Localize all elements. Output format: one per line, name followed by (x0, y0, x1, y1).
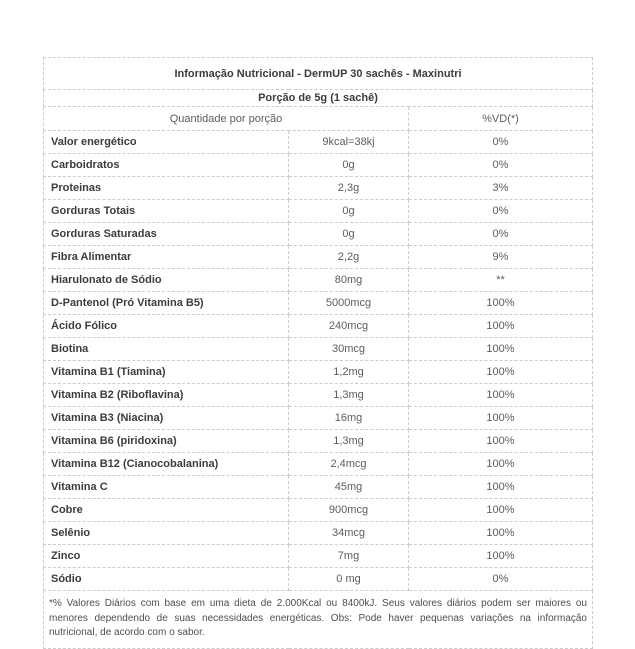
nutrient-dv: 100% (409, 384, 593, 407)
portion-row (44, 90, 593, 107)
nutrient-name: Fibra Alimentar (44, 246, 289, 269)
nutrient-name: Selênio (44, 522, 289, 545)
portion-size-label: Porção de 5g (1 sachê) (44, 90, 593, 107)
nutrient-quantity: 2,4mcg (289, 453, 409, 476)
nutrient-dv: 3% (409, 177, 593, 200)
nutrition-table (43, 57, 593, 649)
nutrient-quantity: 0g (289, 200, 409, 223)
nutrient-quantity: 16mg (289, 407, 409, 430)
table-row (44, 476, 593, 499)
nutrient-quantity: 0 mg (289, 568, 409, 591)
table-row (44, 522, 593, 545)
column-header-row (44, 107, 593, 131)
table-row (44, 568, 593, 591)
nutrient-quantity: 900mcg (289, 499, 409, 522)
nutrient-name: Gorduras Saturadas (44, 223, 289, 246)
nutrient-dv: 100% (409, 338, 593, 361)
nutrient-dv: 0% (409, 568, 593, 591)
nutrient-quantity: 1,3mg (289, 430, 409, 453)
nutrient-name: D-Pantenol (Pró Vitamina B5) (44, 292, 289, 315)
nutrient-name: Ácido Fólico (44, 315, 289, 338)
nutrition-facts-table (43, 57, 592, 649)
nutrient-dv: 0% (409, 131, 593, 154)
nutrient-quantity: 45mg (289, 476, 409, 499)
nutrient-name: Proteinas (44, 177, 289, 200)
nutrient-quantity: 0g (289, 154, 409, 177)
nutrient-quantity: 9kcal=38kj (289, 131, 409, 154)
nutrient-name: Sódio (44, 568, 289, 591)
table-row (44, 269, 593, 292)
column-header-dv: %VD(*) (409, 107, 593, 131)
nutrient-quantity: 1,2mg (289, 361, 409, 384)
nutrient-quantity: 80mg (289, 269, 409, 292)
nutrient-dv: 100% (409, 315, 593, 338)
nutrient-quantity: 7mg (289, 545, 409, 568)
nutrient-dv: 100% (409, 453, 593, 476)
nutrient-name: Hiarulonato de Sódio (44, 269, 289, 292)
footnote-row (44, 591, 593, 649)
table-row (44, 223, 593, 246)
nutrient-dv: 100% (409, 361, 593, 384)
nutrient-quantity: 0g (289, 223, 409, 246)
table-row (44, 200, 593, 223)
nutrient-quantity: 5000mcg (289, 292, 409, 315)
nutrient-quantity: 30mcg (289, 338, 409, 361)
nutrient-dv: 0% (409, 223, 593, 246)
nutrient-dv: 100% (409, 545, 593, 568)
table-row (44, 384, 593, 407)
nutrient-name: Vitamina B12 (Cianocobalanina) (44, 453, 289, 476)
nutrient-dv: 100% (409, 522, 593, 545)
table-row (44, 177, 593, 200)
nutrient-name: Vitamina B2 (Riboflavina) (44, 384, 289, 407)
table-row (44, 361, 593, 384)
nutrient-name: Cobre (44, 499, 289, 522)
nutrient-name: Zinco (44, 545, 289, 568)
nutrient-quantity: 240mcg (289, 315, 409, 338)
nutrient-dv: 0% (409, 200, 593, 223)
table-title: Informação Nutricional - DermUP 30 sachês - Maxinutri (44, 58, 593, 90)
nutrient-dv: 100% (409, 430, 593, 453)
table-row (44, 545, 593, 568)
nutrient-quantity: 2,2g (289, 246, 409, 269)
nutrient-dv: 100% (409, 499, 593, 522)
nutrient-name: Biotina (44, 338, 289, 361)
nutrient-dv: ** (409, 269, 593, 292)
nutrient-name: Vitamina B3 (Niacina) (44, 407, 289, 430)
nutrient-dv: 100% (409, 476, 593, 499)
table-row (44, 430, 593, 453)
table-row (44, 131, 593, 154)
table-row (44, 453, 593, 476)
nutrient-name: Vitamina B1 (Tiamina) (44, 361, 289, 384)
table-row (44, 499, 593, 522)
table-row (44, 407, 593, 430)
footnote-text: *% Valores Diários com base em uma dieta de 2.000Kcal ou 8400kJ. Seus valores diários podem ser maiores ou menores dependendo de suas necessidades energéticas. Obs: Pode haver pequenas variações na informação nutricional, de acordo com o sabor. (44, 591, 593, 649)
nutrient-name: Vitamina C (44, 476, 289, 499)
table-title-row (44, 58, 593, 90)
table-row (44, 292, 593, 315)
nutrient-dv: 0% (409, 154, 593, 177)
nutrient-dv: 100% (409, 292, 593, 315)
nutrient-name: Carboidratos (44, 154, 289, 177)
column-header-quantity: Quantidade por porção (44, 107, 409, 131)
nutrient-quantity: 2,3g (289, 177, 409, 200)
table-row (44, 338, 593, 361)
nutrient-name: Gorduras Totais (44, 200, 289, 223)
table-row (44, 315, 593, 338)
nutrient-dv: 100% (409, 407, 593, 430)
table-row (44, 246, 593, 269)
nutrient-quantity: 1,3mg (289, 384, 409, 407)
nutrient-name: Vitamina B6 (piridoxina) (44, 430, 289, 453)
nutrient-quantity: 34mcg (289, 522, 409, 545)
table-row (44, 154, 593, 177)
nutrient-name: Valor energético (44, 131, 289, 154)
nutrient-dv: 9% (409, 246, 593, 269)
